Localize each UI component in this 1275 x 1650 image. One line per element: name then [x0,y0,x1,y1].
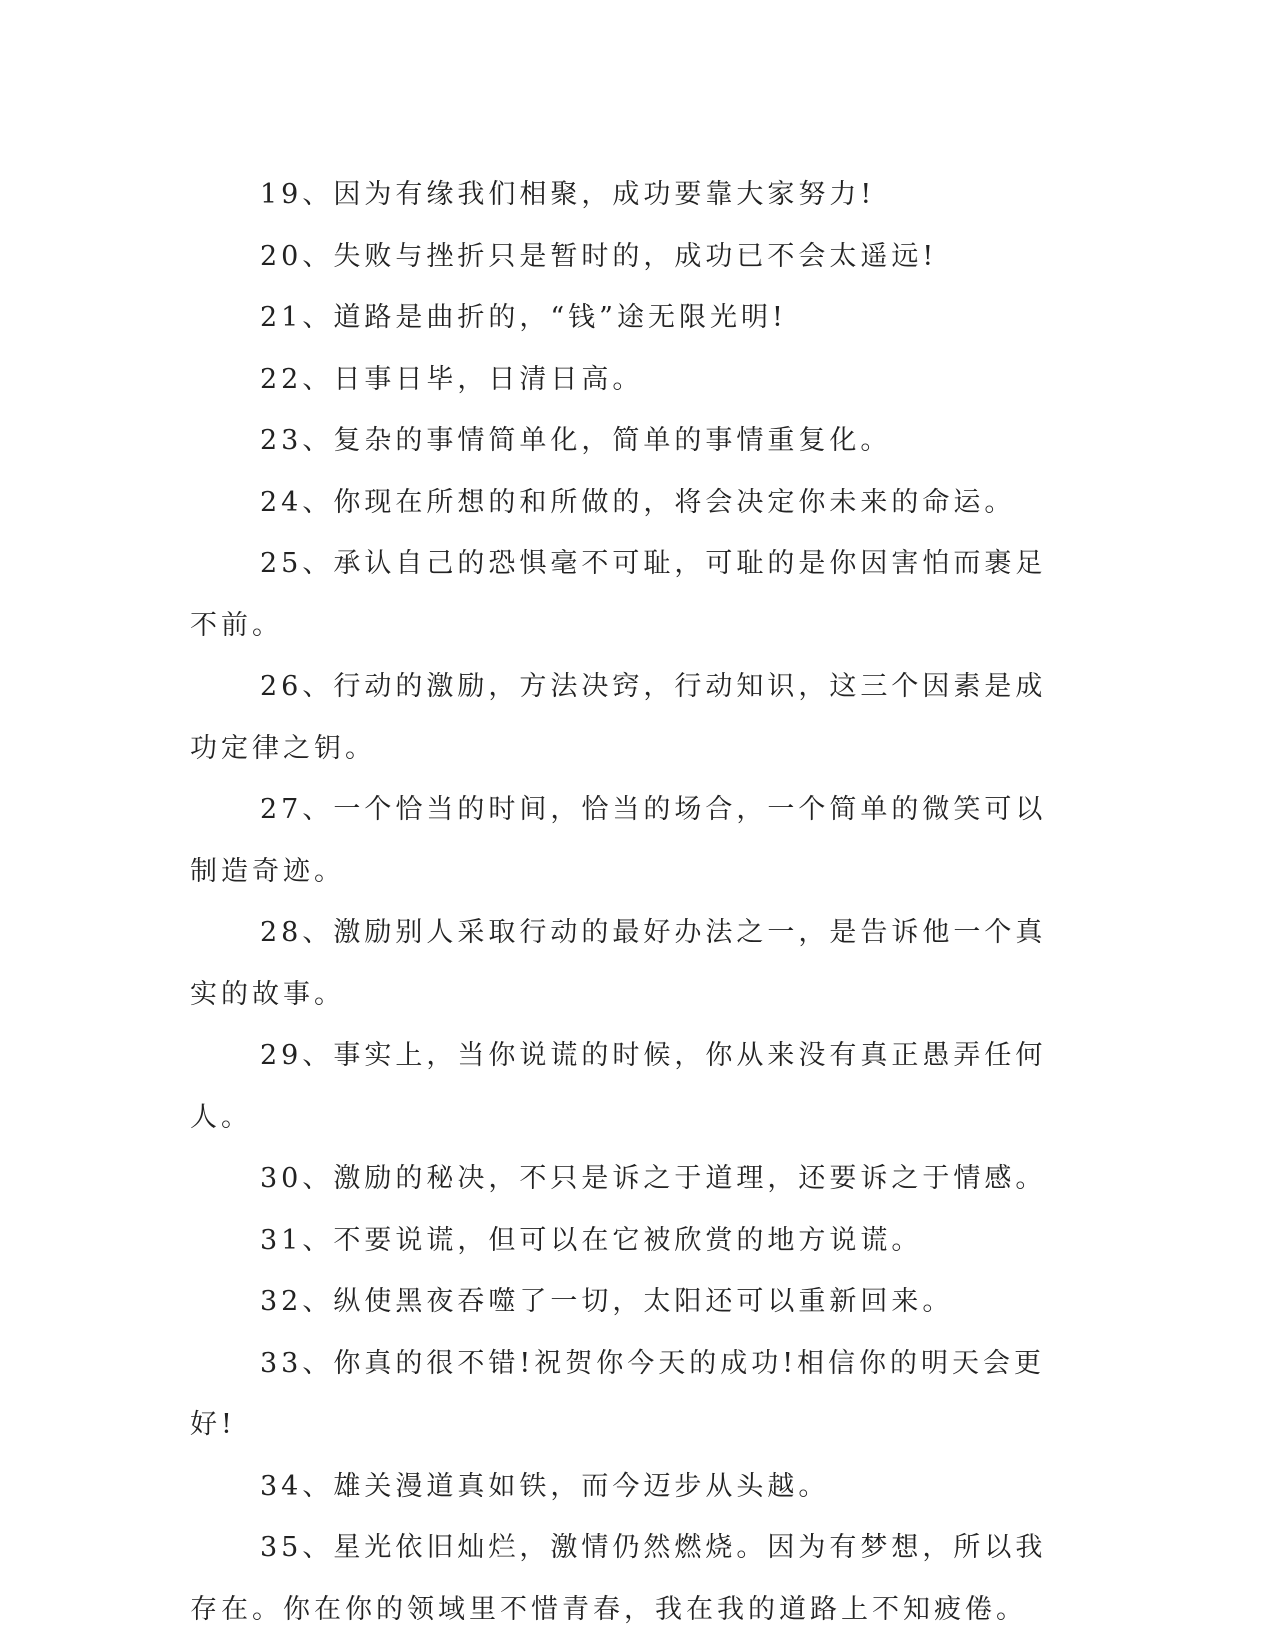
paragraph-32: 32、纵使黑夜吞噬了一切，太阳还可以重新回来。 [260,1286,954,1317]
paragraph-19: 19、因为有缘我们相聚，成功要靠大家努力! [260,179,876,210]
paragraph-25: 25、承认自己的恐惧毫不可耻，可耻的是你因害怕而裹足不前。 [190,548,1047,641]
paragraph-35: 35、星光依旧灿烂，激情仍然燃烧。因为有梦想，所以我存在。你在你的领域里不惜青春，我在我的道路上不知疲倦。 [190,1532,1047,1625]
paragraph-33: 33、你真的很不错!祝贺你今天的成功!相信你的明天会更好! [190,1347,1046,1440]
paragraph-29: 29、事实上，当你说谎的时候，你从来没有真正愚弄任何人。 [190,1040,1047,1133]
paragraph-21: 21、道路是曲折的，“钱”途无限光明! [260,302,787,333]
paragraph-27: 27、一个恰当的时间，恰当的场合，一个简单的微笑可以制造奇迹。 [190,794,1047,887]
paragraph-30: 30、激励的秘决，不只是诉之于道理，还要诉之于情感。 [260,1163,1047,1194]
paragraph-23: 23、复杂的事情简单化，简单的事情重复化。 [260,425,892,456]
paragraph-31: 31、不要说谎，但可以在它被欣赏的地方说谎。 [260,1224,923,1256]
paragraph-28: 28、激励别人采取行动的最好办法之一，是告诉他一个真实的故事。 [190,917,1047,1010]
paragraph-34: 34、雄关漫道真如铁，而今迈步从头越。 [260,1470,830,1502]
paragraph-24: 24、你现在所想的和所做的，将会决定你未来的命运。 [260,486,1016,518]
paragraph-26: 26、行动的激励，方法决窍，行动知识，这三个因素是成功定律之钥。 [190,671,1047,764]
document-body [190,164,1070,1640]
paragraph-22: 22、日事日毕，日清日高。 [260,363,644,395]
paragraph-20: 20、失败与挫折只是暂时的，成功已不会太遥远! [260,240,938,272]
